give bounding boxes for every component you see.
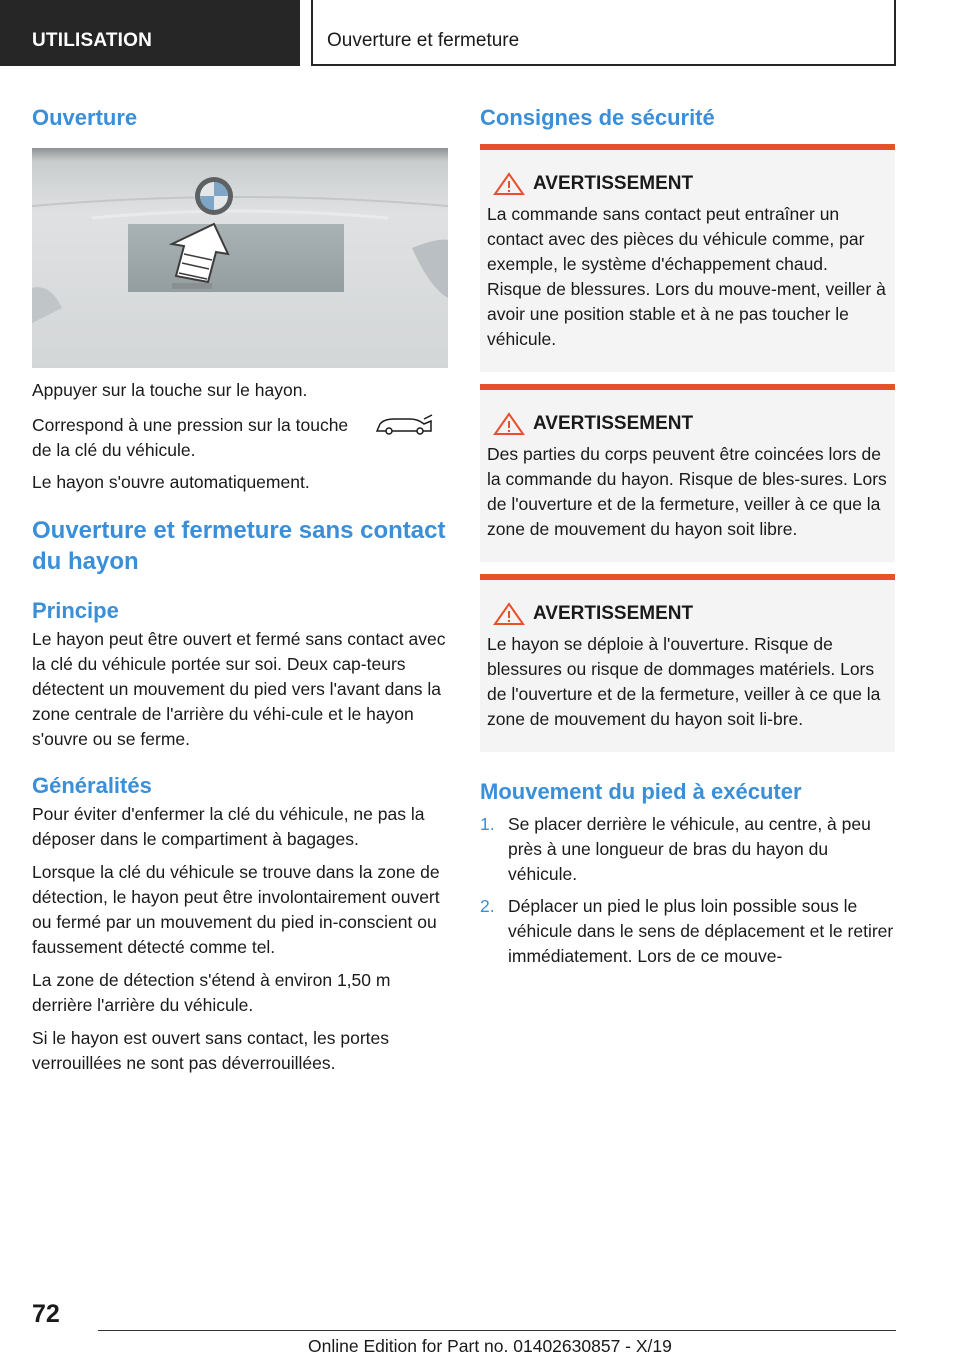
warning-triangle-icon xyxy=(493,602,525,626)
paragraph-generalites-4: Si le hayon est ouvert sans contact, les portes verrouillées ne sont pas déverrouillées. xyxy=(32,1028,389,1073)
paragraph-generalites-2: Lorsque la clé du véhicule se trouve dans la zone de détection, le hayon peut être involontairement ouvert ou fermé par un mouvement du pied in-conscient ou faussement détecté comme tel. xyxy=(32,862,440,957)
warning-title-text: AVERTISSEMENT xyxy=(533,413,694,434)
page-number: 72 xyxy=(32,1300,60,1328)
section-title: UTILISATION xyxy=(32,30,153,51)
section-tab xyxy=(0,0,300,66)
warning-box xyxy=(480,574,895,752)
heading-contactless: Ouverture et fermeture sans contact du hayon xyxy=(32,517,446,575)
warning-box xyxy=(480,384,895,562)
list-item xyxy=(480,894,895,969)
footer-divider xyxy=(98,1330,896,1331)
heading-mouvement: Mouvement du pied à exécuter xyxy=(480,779,802,804)
warning-title xyxy=(487,602,887,626)
warning-title-text: AVERTISSEMENT xyxy=(533,603,694,624)
paragraph-key-text: Correspond à une pression sur la touche xyxy=(32,415,349,435)
warning-triangle-icon xyxy=(493,172,525,196)
footer-edition: Online Edition for Part no. 01402630857 - X/19 xyxy=(308,1336,672,1356)
paragraph-principe: Le hayon peut être ouvert et fermé sans contact avec la clé du véhicule portée sur soi. Deux cap-teurs détectent un mouvement du pied vers l'avant dans la zone centrale de l'arrière du véhi-cule et le hayon s'ouvre ou se ferme. xyxy=(32,629,446,749)
heading-consignes: Consignes de sécurité xyxy=(480,105,715,130)
heading-generalites: Généralités xyxy=(32,773,152,798)
warning-title xyxy=(487,412,887,436)
car-tailgate-icon xyxy=(374,414,436,436)
steps-list xyxy=(480,812,895,969)
step-text: Se placer derrière le véhicule, au centre, à peu près à une longueur de bras du hayon du véhicule. xyxy=(508,814,871,884)
right-column xyxy=(480,100,895,976)
chapter-tab xyxy=(311,0,896,66)
paragraph-generalites-3: La zone de détection s'étend à environ 1,50 m derrière l'arrière du véhicule. xyxy=(32,970,391,1015)
chapter-title: Ouverture et fermeture xyxy=(327,30,520,51)
paragraph-key-correspondence xyxy=(32,413,448,463)
warning-box xyxy=(480,144,895,372)
tailgate-photo xyxy=(32,148,448,368)
warning-text: Le hayon se déploie à l'ouverture. Risque de blessures ou risque de dommages matériels. Lors de l'ouverture et de la fermeture, veiller à ce que la zone de mouvement du hayon soit li-bre. xyxy=(487,634,881,729)
paragraph-generalites-1: Pour éviter d'enfermer la clé du véhicule, ne pas la déposer dans le compartiment à bagages. xyxy=(32,804,425,849)
warning-title-text: AVERTISSEMENT xyxy=(533,173,694,194)
warning-text: La commande sans contact peut entraîner un contact avec des pièces du véhicule comme, par exemple, le système d'échappement chaud. Risque de blessures. Lors du mouve-ment, veiller à avoir une position stable et à ne pas toucher le véhicule. xyxy=(487,204,886,349)
left-column xyxy=(32,100,448,1076)
step-number: 1. xyxy=(480,814,495,834)
paragraph-press-button: Appuyer sur la touche sur le hayon. xyxy=(32,380,308,400)
tailgate-illustration xyxy=(32,148,448,368)
list-item xyxy=(480,812,895,887)
page-header xyxy=(0,0,960,66)
step-text: Déplacer un pied le plus loin possible sous le véhicule dans le sens de déplacement et le retirer immédiatement. Lors de ce mouve- xyxy=(508,896,894,966)
warning-text: Des parties du corps peuvent être coincées lors de la commande du hayon. Risque de bles-sures. Lors de l'ouverture et de la fermeture, veiller à ce que la zone de mouvement du hayon soit libre. xyxy=(487,444,887,539)
warning-triangle-icon xyxy=(493,412,525,436)
warning-title xyxy=(487,172,887,196)
step-number: 2. xyxy=(480,896,495,916)
paragraph-auto-open: Le hayon s'ouvre automatiquement. xyxy=(32,472,310,492)
heading-ouverture: Ouverture xyxy=(32,105,138,130)
heading-principe: Principe xyxy=(32,598,119,623)
paragraph-key-text-2: de la clé du véhicule. xyxy=(32,440,196,460)
